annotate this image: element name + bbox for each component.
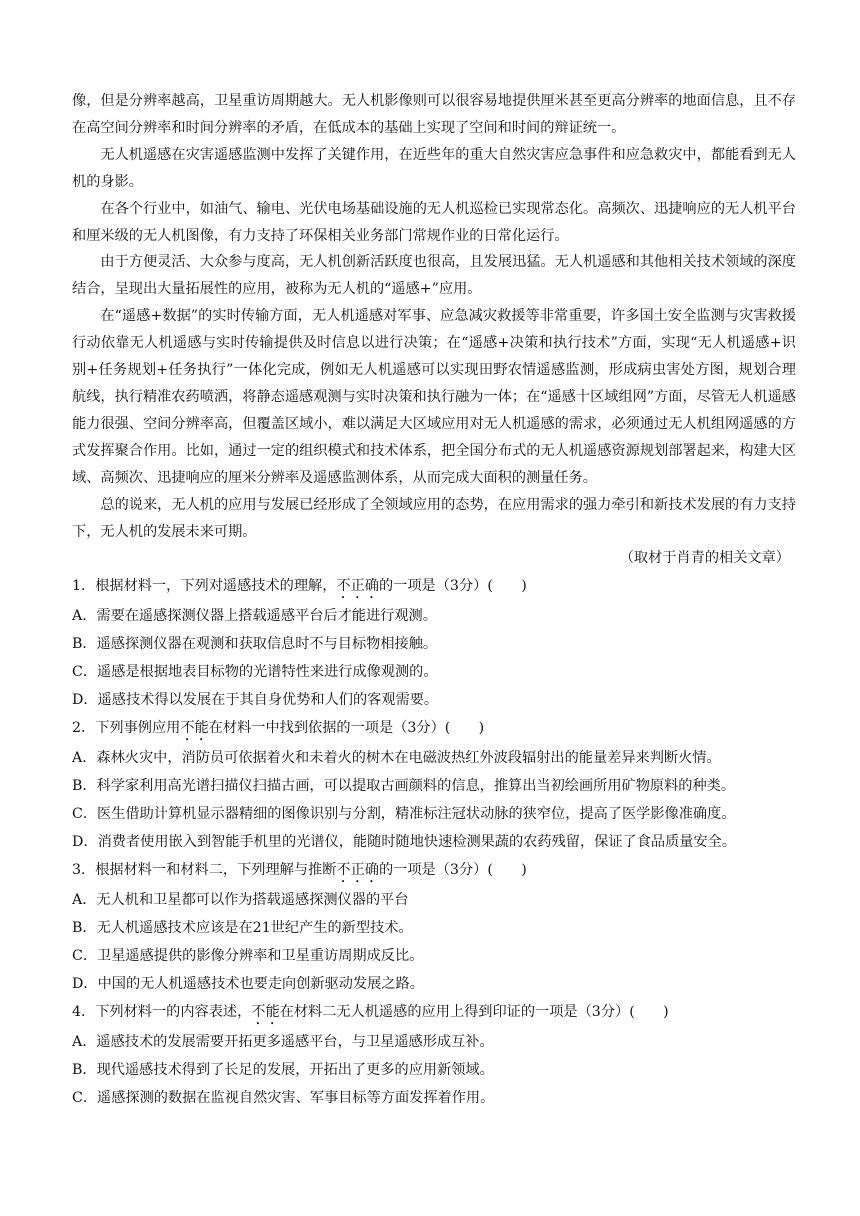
exam-page [72, 88, 796, 1112]
option-b: B．无人机遥感技术应该是在21世纪产生的新型技术。 [72, 920, 413, 937]
option-b: B．遥感探测仪器在观测和获取信息时不与目标物相接触。 [72, 636, 438, 653]
stem-emphasis: 不能 [251, 1004, 280, 1021]
stem-text: 1．根据材料一，下列对遥感技术的理解， [72, 578, 337, 595]
option-d: D．消费者使用嵌入到智能手机里的光谱仪，能随时随地快速检测果蔬的农药残留，保证了食品质量安全。 [72, 834, 737, 851]
source-citation: （取材于肖青的相关文章） [619, 550, 790, 567]
stem-text: 2．下列事例应用 [72, 720, 181, 737]
option-b: B．现代遥感技术得到了长足的发展，开拓出了更多的应用新领域。 [72, 1062, 494, 1079]
stem-text: 4．下列材料一的内容表述， [72, 1004, 252, 1021]
stem-text: 在材料一中找到依据的一项是（3分）( ) [208, 720, 485, 737]
passage-paragraph: 在“遥感+数据”的实时传输方面，无人机遥感对军事、应急减灾救援等非常重要，许多国土安全监测与灾害救援行动依靠无人机遥感与实时传输提供及时信息以进行决策；在“遥感+决策和执行技术”方面，实现“无人机遥感+识别+任务规划+任务执行”一体化完成，例如无人机遥感可以实现田野农情遥感监测，形成病虫害处方图，规划合理航线，执行精准农药喷洒，将静态遥感观测与实时决策和执行融为一体；在“遥感十区域组网”方面，尽管无人机遥感能力很强、空间分辨率高，但覆盖区域小，难以满足大区域应用对无人机遥感的需求，必须通过无人机组网遥感的方式发挥聚合作用。比如，通过一定的组织模式和技术体系，把全国分布式的无人机遥感资源规划部署起来，构建大区域、高频次、迅捷响应的厘米分辨率及遥感监测体系，从而完成大面积的测量任务。 [72, 308, 796, 486]
passage-paragraph-continuation: 像，但是分辨率越高，卫星重访周期越大。无人机影像则可以很容易地提供厘米甚至更高分辨率的地面信息，且不存在高空间分辨率和时间分辨率的矛盾，在低成本的基础上实现了空间和时间的辩证统一。 [72, 93, 796, 136]
question-2 [72, 714, 796, 856]
option-a: A．需要在遥感探测仪器上搭载遥感平台后才能进行观测。 [72, 608, 437, 625]
passage-paragraph: 在各个行业中，如油气、输电、光伏电场基础设施的无人机巡检已实现常态化。高频次、迅捷响应的无人机平台和厘米级的无人机图像，有力支持了环保相关业务部门常规作业的日常化运行。 [72, 200, 796, 244]
passage-paragraph: 总的说来，无人机的应用与发展已经形成了全领域应用的态势，在应用需求的强力牵引和新技术发展的有力支持下，无人机的发展未来可期。 [72, 496, 796, 540]
option-a: A．无人机和卫星都可以作为搭载遥感探测仪器的平台 [72, 892, 409, 909]
stem-emphasis: 不正确 [336, 862, 379, 879]
option-d: D．遥感技术得以发展在于其自身优势和人们的客观需要。 [72, 692, 439, 709]
stem-text: 的一项是（3分）( ) [378, 862, 527, 879]
question-stem [72, 572, 796, 602]
question-stem [72, 856, 796, 886]
stem-text: 的一项是（3分）( ) [378, 578, 527, 595]
question-stem [72, 998, 796, 1028]
question-1 [72, 572, 796, 714]
passage-paragraph: 无人机遥感在灾害遥感监测中发挥了关键作用，在近些年的重大自然灾害应急事件和应急救灾中，都能看到无人机的身影。 [72, 146, 796, 190]
passage-paragraph: 由于方便灵活、大众参与度高，无人机创新活跃度也很高，且发展迅猛。无人机遥感和其他相关技术领域的深度结合，呈现出大量拓展性的应用，被称为无人机的“遥感+”应用。 [72, 254, 796, 298]
question-3 [72, 856, 796, 998]
option-a: A．遥感技术的发展需要开拓更多遥感平台，与卫星遥感形成互补。 [72, 1034, 494, 1051]
option-c: C．医生借助计算机显示器精细的图像识别与分割，精准标注冠状动脉的狭窄位，提高了医学影像准确度。 [72, 806, 736, 823]
option-b: B．科学家利用高光谱扫描仪扫描古画，可以提取古画颜料的信息，推算出当初绘画所用矿物原料的种类。 [72, 778, 736, 795]
stem-text: 3．根据材料一和材料二，下列理解与推断 [72, 862, 337, 879]
option-c: C．遥感是根据地表目标物的光谱特性来进行成像观测的。 [72, 664, 438, 681]
option-c: C．遥感探测的数据在监视自然灾害、军事目标等方面发挥着作用。 [72, 1090, 495, 1107]
stem-emphasis: 不能 [180, 720, 209, 737]
option-a: A．森林火灾中，消防员可依据着火和未着火的树木在电磁波热红外波段辐射出的能量差异来判断火情。 [72, 750, 721, 767]
option-d: D．中国的无人机遥感技术也要走向创新驱动发展之路。 [72, 976, 424, 993]
question-stem [72, 714, 796, 744]
stem-emphasis: 不正确 [336, 578, 379, 595]
question-4 [72, 998, 796, 1112]
stem-text: 在材料二无人机遥感的应用上得到印证的一项是（3分）( ) [279, 1004, 669, 1021]
option-c: C．卫星遥感提供的影像分辨率和卫星重访周期成反比。 [72, 948, 424, 965]
